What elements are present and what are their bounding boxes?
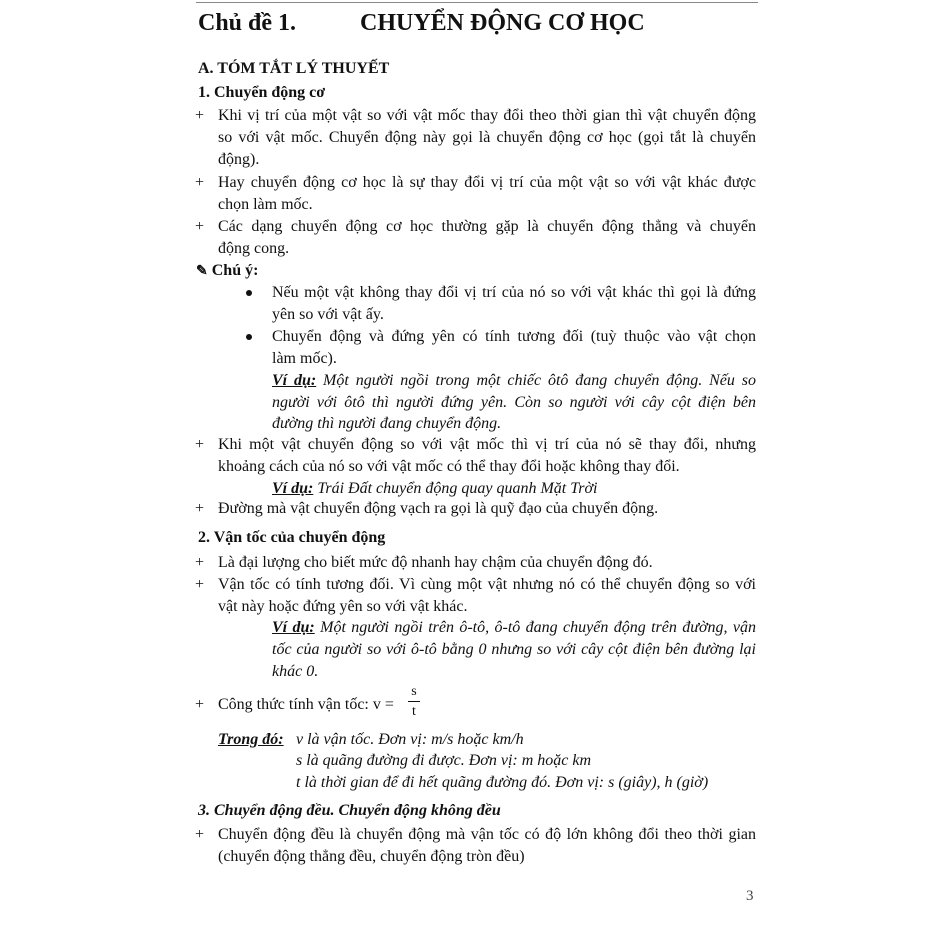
bullet-line: Chuyển động và đứng yên có tính tương đối (tuỳ thuộc vào vật chọn xyxy=(272,328,756,345)
plus-marker: + xyxy=(195,696,205,713)
paragraph-line: (chuyển động thẳng đều, chuyển động tròn đều) xyxy=(218,848,525,865)
paragraph-line: Khi một vật chuyển động so với vật mốc thì vị trí của nó sẽ thay đổi, nhưng xyxy=(218,436,756,453)
paragraph-line: Đường mà vật chuyển động vạch ra gọi là quỹ đạo của chuyển động. xyxy=(218,500,659,517)
example-line: khác 0. xyxy=(272,663,319,680)
plus-marker: + xyxy=(195,174,205,191)
paragraph-line: Các dạng chuyển động cơ học thường gặp là chuyển động thẳng và chuyển xyxy=(218,218,756,235)
page-number: 3 xyxy=(746,888,754,904)
example-text: Trái Đất chuyển động quay quanh Mặt Trời xyxy=(313,480,598,497)
example-line: tốc của người so với ô-tô bằng 0 nhưng so với cây cột điện bên đường lại xyxy=(272,641,756,658)
fraction-numerator: s xyxy=(411,684,417,699)
paragraph-line: động). xyxy=(218,151,260,168)
paragraph-line: Vận tốc có tính tương đối. Vì cùng một vật nhưng nó có thể chuyển động so với xyxy=(218,576,756,593)
plus-marker: + xyxy=(195,576,205,593)
top-rule xyxy=(196,2,758,3)
section-1-title: 1. Chuyển động cơ xyxy=(198,84,326,101)
example-label: Ví dụ: xyxy=(272,480,314,497)
paragraph-line: Khi vị trí của một vật so với vật mốc thay đổi theo thời gian thì vật chuyển động xyxy=(218,107,756,124)
section-2-title: 2. Vận tốc của chuyển động xyxy=(198,529,386,546)
example-label: Ví dụ: xyxy=(272,372,317,389)
hand-pointer-icon: ✎ xyxy=(196,264,208,279)
bullet-dot xyxy=(246,290,252,296)
bullet-line: yên so với vật ấy. xyxy=(272,306,384,323)
example-line xyxy=(272,617,756,639)
paragraph-line: Chuyển động đều là chuyển động mà vận tốc có độ lớn không đổi theo thời gian xyxy=(218,826,756,843)
example-line xyxy=(272,478,597,500)
where-label: Trong đó: xyxy=(218,731,284,748)
plus-marker: + xyxy=(195,554,205,571)
note-heading xyxy=(196,260,258,283)
bullet-line: Nếu một vật không thay đổi vị trí của nó so với vật khác thì gọi là đứng xyxy=(272,284,756,301)
section-a-heading: A. TÓM TẮT LÝ THUYẾT xyxy=(198,60,390,77)
example-line xyxy=(272,370,756,392)
where-text: v là vận tốc. Đơn vị: m/s hoặc km/h xyxy=(296,731,524,748)
example-label: Ví dụ: xyxy=(272,619,315,636)
fraction-bar xyxy=(408,701,420,702)
paragraph-line: động cong. xyxy=(218,240,290,257)
paragraph-line: vật này hoặc đứng yên so với vật khác. xyxy=(218,598,468,615)
fraction-denominator: t xyxy=(412,704,416,719)
example-line: người với ôtô thì người đứng yên. Còn so người với cây cột điện bên xyxy=(272,394,756,411)
plus-marker: + xyxy=(195,218,205,235)
bullet-line: làm mốc). xyxy=(272,350,337,367)
where-line xyxy=(218,729,524,751)
paragraph-line: so với vật mốc. Chuyển động này gọi là chuyển động cơ học (gọi tắt là chuyển xyxy=(218,129,756,146)
bullet-dot xyxy=(246,334,252,340)
example-text: Một người ngồi trong một chiếc ôtô đang chuyển động. Nếu so xyxy=(316,372,756,389)
plus-marker: + xyxy=(195,436,205,453)
example-text: Một người ngồi trên ô-tô, ô-tô đang chuyển động trên đường, vận xyxy=(314,619,757,636)
paragraph-line: Hay chuyển động cơ học là sự thay đổi vị trí của một vật so với vật khác được xyxy=(218,174,756,191)
paragraph-line: khoảng cách của nó so với vật mốc có thể thay đổi hoặc không thay đổi. xyxy=(218,458,680,475)
example-line: đường thì người đang chuyển động. xyxy=(272,415,502,432)
plus-marker: + xyxy=(195,826,205,843)
chapter-heading xyxy=(198,10,645,37)
velocity-fraction xyxy=(408,684,420,719)
paragraph-line: Là đại lượng cho biết mức độ nhanh hay chậm của chuyển động đó. xyxy=(218,554,653,571)
note-label: Chú ý: xyxy=(211,262,259,279)
chapter-title: CHUYỂN ĐỘNG CƠ HỌC xyxy=(360,10,645,36)
where-line: t là thời gian để đi hết quãng đường đó. Đơn vị: s (giây), h (giờ) xyxy=(296,774,709,791)
chapter-number: Chủ đề 1. xyxy=(198,10,297,36)
plus-marker: + xyxy=(195,500,205,517)
paragraph-line: chọn làm mốc. xyxy=(218,196,313,213)
plus-marker: + xyxy=(195,107,205,124)
where-line: s là quãng đường đi được. Đơn vị: m hoặc km xyxy=(296,752,592,769)
section-3-title: 3. Chuyển động đều. Chuyển động không đều xyxy=(198,802,501,819)
formula-text: Công thức tính vận tốc: v = xyxy=(218,696,394,713)
